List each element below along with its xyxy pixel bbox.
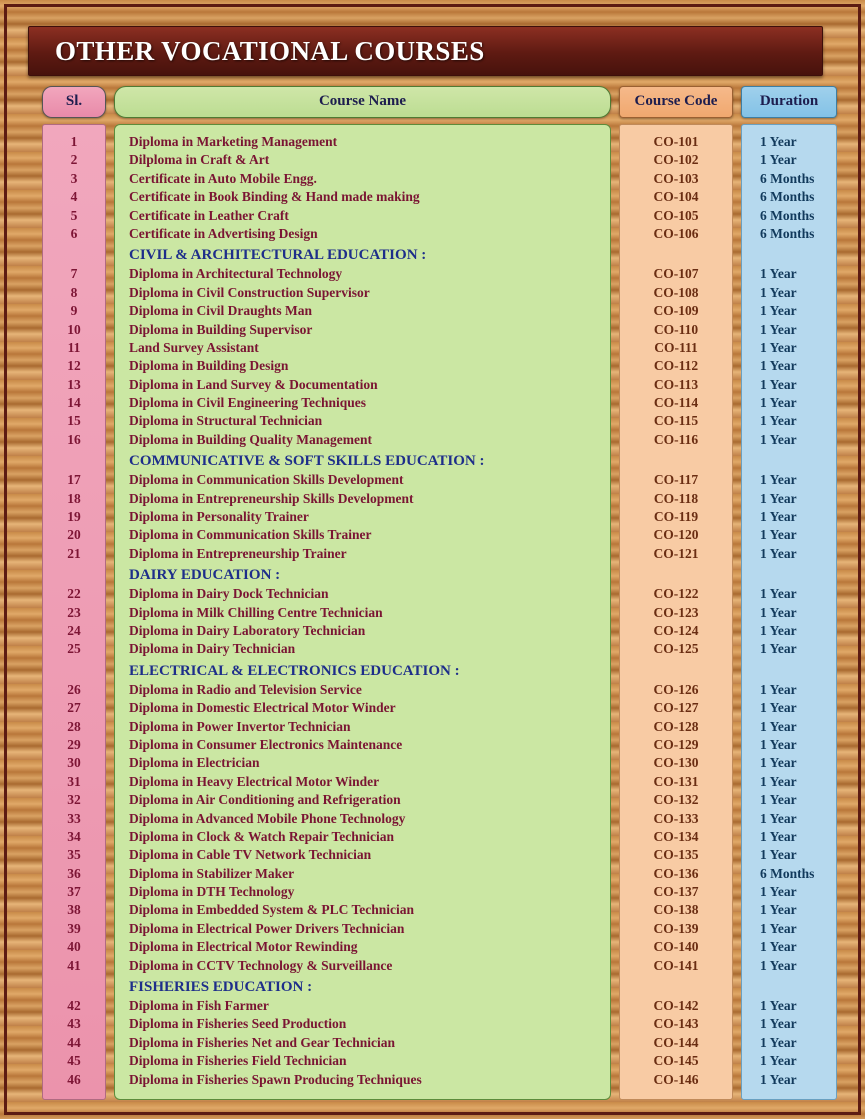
section-heading: FISHERIES EDUCATION : <box>129 979 313 996</box>
column-header-course-code: Course Code <box>619 86 733 118</box>
cell-course-code: CO-115 <box>653 413 699 429</box>
cell-sl: 38 <box>67 902 81 918</box>
column-course-code <box>619 124 733 1100</box>
cell-sl: 13 <box>67 376 81 392</box>
cell-duration: 1 Year <box>760 303 797 319</box>
cell-course-name: Diploma in Electrical Motor Rewinding <box>129 939 358 955</box>
cell-sl: 9 <box>70 303 78 319</box>
cell-duration: 6 Months <box>760 189 815 205</box>
cell-duration: 1 Year <box>760 700 797 716</box>
cell-course-code: CO-132 <box>653 792 699 808</box>
column-course-code-cells <box>620 125 732 1099</box>
cell-sl: 40 <box>67 939 81 955</box>
cell-sl: 17 <box>67 472 81 488</box>
cell-duration: 1 Year <box>760 395 797 411</box>
column-header-sl: Sl. <box>42 86 106 118</box>
cell-course-name: Diploma in Advanced Mobile Phone Technology <box>129 810 406 826</box>
cell-course-code: CO-143 <box>653 1016 699 1032</box>
cell-duration: 1 Year <box>760 755 797 771</box>
cell-duration: 1 Year <box>760 1016 797 1032</box>
cell-course-name: Diploma in Marketing Management <box>129 134 338 149</box>
cell-course-code: CO-146 <box>653 1071 699 1087</box>
cell-course-code: CO-145 <box>653 1053 699 1069</box>
cell-course-name: Diploma in Dairy Dock Technician <box>129 586 329 602</box>
cell-sl: 33 <box>67 810 81 826</box>
cell-sl: 43 <box>67 1016 81 1032</box>
cell-course-name: Diploma in DTH Technology <box>129 884 295 900</box>
column-header-course-name: Course Name <box>114 86 611 118</box>
cell-sl: 37 <box>67 884 81 900</box>
cell-duration: 1 Year <box>760 527 797 543</box>
cell-course-name: Dilploma in Craft & Art <box>129 152 270 168</box>
cell-duration: 1 Year <box>760 266 797 282</box>
cell-sl: 18 <box>67 490 81 506</box>
cell-sl: 22 <box>67 586 81 602</box>
cell-duration: 1 Year <box>760 847 797 863</box>
cell-course-name: Diploma in Fisheries Field Technician <box>129 1053 347 1069</box>
cell-course-code: CO-141 <box>653 957 699 973</box>
cell-course-code: CO-103 <box>653 170 699 186</box>
cell-duration <box>742 975 836 997</box>
section-heading: CIVIL & ARCHITECTURAL EDUCATION : <box>129 247 427 264</box>
cell-duration: 1 Year <box>760 792 797 808</box>
cell-course-name: Diploma in Fisheries Seed Production <box>129 1016 347 1032</box>
cell-course-code: CO-116 <box>653 431 699 447</box>
cell-duration: 1 Year <box>760 339 797 355</box>
cell-duration: 1 Year <box>760 828 797 844</box>
cell-duration: 1 Year <box>760 681 797 697</box>
cell-sl: 27 <box>67 700 81 716</box>
cell-course-code <box>620 449 732 471</box>
cell-course-code: CO-124 <box>653 622 699 638</box>
cell-sl: 2 <box>70 152 78 168</box>
cell-course-code: CO-114 <box>653 395 699 411</box>
cell-course-code: CO-112 <box>653 358 699 374</box>
cell-sl: 34 <box>67 828 81 844</box>
cell-course-code: CO-134 <box>653 828 699 844</box>
cell-duration: 6 Months <box>760 225 815 241</box>
cell-duration: 1 Year <box>760 884 797 900</box>
section-heading: DAIRY EDUCATION : <box>129 567 281 584</box>
cell-sl: 3 <box>70 170 78 186</box>
cell-course-name: Diploma in Civil Engineering Techniques <box>129 395 367 411</box>
cell-duration: 1 Year <box>760 1071 797 1087</box>
cell-sl: 36 <box>67 865 81 881</box>
cell-sl <box>43 449 105 471</box>
cell-sl <box>43 563 105 585</box>
cell-course-name: Diploma in Entrepreneurship Skills Development <box>129 490 414 506</box>
cell-course-name: Diploma in Civil Construction Supervisor <box>129 284 370 300</box>
cell-course-name: Diploma in Clock & Watch Repair Technician <box>129 828 395 844</box>
table-body <box>42 124 837 1100</box>
column-sl-cells <box>43 125 105 1099</box>
cell-course-name: Land Survey Assistant <box>129 339 259 355</box>
cell-sl: 44 <box>67 1034 81 1050</box>
cell-duration: 1 Year <box>760 810 797 826</box>
cell-sl: 7 <box>70 266 78 282</box>
cell-sl: 45 <box>67 1053 81 1069</box>
cell-course-name: Diploma in Fisheries Net and Gear Technician <box>129 1034 396 1050</box>
cell-course-code: CO-101 <box>653 134 699 149</box>
cell-duration: 1 Year <box>760 490 797 506</box>
cell-duration: 1 Year <box>760 957 797 973</box>
cell-course-code: CO-126 <box>653 681 699 697</box>
cell-course-name: Diploma in Milk Chilling Centre Technician <box>129 604 383 620</box>
cell-duration: 1 Year <box>760 358 797 374</box>
cell-course-name: Diploma in Dairy Technician <box>129 641 296 657</box>
cell-course-name: Diploma in Cable TV Network Technician <box>129 847 372 863</box>
cell-sl: 39 <box>67 920 81 936</box>
cell-course-name: Diploma in Radio and Television Service <box>129 681 362 697</box>
cell-course-code: CO-125 <box>653 641 699 657</box>
cell-course-name: Diploma in Building Supervisor <box>129 321 313 337</box>
cell-course-code: CO-110 <box>653 321 699 337</box>
cell-duration: 1 Year <box>760 376 797 392</box>
cell-course-code: CO-142 <box>653 998 699 1014</box>
cell-duration: 1 Year <box>760 586 797 602</box>
cell-sl: 19 <box>67 509 81 525</box>
cell-course-code: CO-123 <box>653 604 699 620</box>
cell-sl: 1 <box>70 134 78 149</box>
cell-course-name: Diploma in Power Invertor Technician <box>129 718 351 734</box>
cell-course-name: Diploma in Entrepreneurship Trainer <box>129 545 347 561</box>
cell-sl: 15 <box>67 413 81 429</box>
cell-duration: 1 Year <box>760 472 797 488</box>
cell-course-code: CO-119 <box>653 509 699 525</box>
cell-course-code: CO-109 <box>653 303 699 319</box>
cell-sl: 20 <box>67 527 81 543</box>
cell-duration: 1 Year <box>760 641 797 657</box>
cell-course-code: CO-130 <box>653 755 699 771</box>
cell-course-code <box>620 659 732 681</box>
cell-sl <box>43 243 105 265</box>
cell-sl: 12 <box>67 358 81 374</box>
cell-course-name: Certificate in Book Binding & Hand made making <box>129 189 420 205</box>
cell-sl: 11 <box>67 339 81 355</box>
cell-sl: 30 <box>67 755 81 771</box>
cell-course-name: Diploma in Stabilizer Maker <box>129 865 295 881</box>
cell-sl: 29 <box>67 736 81 752</box>
cell-course-code: CO-121 <box>653 545 699 561</box>
cell-duration: 1 Year <box>760 1034 797 1050</box>
cell-sl: 10 <box>67 321 81 337</box>
cell-sl: 31 <box>67 773 81 789</box>
cell-course-name: Diploma in Dairy Laboratory Technician <box>129 622 366 638</box>
cell-sl: 14 <box>67 395 81 411</box>
cell-course-name: Certificate in Leather Craft <box>129 207 289 223</box>
cell-course-name: Diploma in Heavy Electrical Motor Winder <box>129 773 380 789</box>
cell-course-name: Diploma in Civil Draughts Man <box>129 303 313 319</box>
cell-course-code: CO-105 <box>653 207 699 223</box>
cell-course-code: CO-106 <box>653 225 699 241</box>
cell-course-code: CO-139 <box>653 920 699 936</box>
cell-duration: 1 Year <box>760 718 797 734</box>
cell-course-code <box>620 563 732 585</box>
column-duration <box>741 124 837 1100</box>
cell-course-code: CO-117 <box>653 472 699 488</box>
page-inner <box>10 10 855 1109</box>
cell-duration: 1 Year <box>760 998 797 1014</box>
cell-course-code: CO-107 <box>653 266 699 282</box>
cell-sl: 32 <box>67 792 81 808</box>
table-header-row <box>42 86 837 118</box>
cell-course-code: CO-129 <box>653 736 699 752</box>
cell-duration: 1 Year <box>760 902 797 918</box>
column-course-name <box>114 124 611 1100</box>
column-duration-cells <box>742 125 836 1099</box>
cell-course-name: Diploma in Air Conditioning and Refrigeration <box>129 792 401 808</box>
cell-course-code: CO-120 <box>653 527 699 543</box>
cell-duration: 1 Year <box>760 622 797 638</box>
cell-course-name: Diploma in Land Survey & Documentation <box>129 376 378 392</box>
cell-course-code <box>620 975 732 997</box>
cell-sl: 24 <box>67 622 81 638</box>
cell-duration: 1 Year <box>760 152 797 168</box>
cell-course-code: CO-138 <box>653 902 699 918</box>
cell-duration: 6 Months <box>760 865 815 881</box>
column-header-duration: Duration <box>741 86 837 118</box>
cell-course-name: Diploma in Communication Skills Trainer <box>129 527 372 543</box>
cell-duration <box>742 659 836 681</box>
cell-sl <box>43 975 105 997</box>
cell-course-name: Diploma in Fisheries Spawn Producing Techniques <box>129 1071 422 1087</box>
cell-sl: 23 <box>67 604 81 620</box>
cell-course-code: CO-135 <box>653 847 699 863</box>
column-sl <box>42 124 106 1100</box>
cell-course-code: CO-128 <box>653 718 699 734</box>
cell-course-name: Diploma in Domestic Electrical Motor Winder <box>129 700 396 716</box>
cell-course-name: Certificate in Auto Mobile Engg. <box>129 170 317 186</box>
title-banner <box>28 26 823 76</box>
cell-sl <box>43 659 105 681</box>
cell-duration: 1 Year <box>760 321 797 337</box>
cell-duration <box>742 563 836 585</box>
cell-duration: 6 Months <box>760 170 815 186</box>
cell-duration: 1 Year <box>760 413 797 429</box>
cell-duration: 1 Year <box>760 939 797 955</box>
cell-sl: 6 <box>70 225 78 241</box>
cell-course-code: CO-113 <box>653 376 699 392</box>
cell-course-name: Diploma in Communication Skills Development <box>129 472 404 488</box>
cell-sl: 28 <box>67 718 81 734</box>
cell-duration: 1 Year <box>760 604 797 620</box>
cell-sl: 35 <box>67 847 81 863</box>
cell-course-code: CO-137 <box>653 884 699 900</box>
cell-duration: 1 Year <box>760 920 797 936</box>
cell-duration: 1 Year <box>760 431 797 447</box>
cell-duration: 1 Year <box>760 1053 797 1069</box>
cell-course-name: Diploma in Building Quality Management <box>129 431 373 447</box>
cell-duration <box>742 449 836 471</box>
cell-sl: 42 <box>67 998 81 1014</box>
cell-sl: 4 <box>70 189 78 205</box>
cell-course-code: CO-118 <box>653 490 699 506</box>
cell-course-code: CO-136 <box>653 865 699 881</box>
cell-course-name: Certificate in Advertising Design <box>129 225 318 241</box>
cell-duration: 1 Year <box>760 773 797 789</box>
cell-course-code: CO-102 <box>653 152 699 168</box>
cell-course-code: CO-140 <box>653 939 699 955</box>
cell-course-name: Diploma in Electrical Power Drivers Technician <box>129 920 405 936</box>
cell-course-name: Diploma in Fish Farmer <box>129 998 269 1014</box>
cell-duration: 1 Year <box>760 545 797 561</box>
cell-course-code <box>620 243 732 265</box>
cell-course-code: CO-108 <box>653 284 699 300</box>
cell-sl: 16 <box>67 431 81 447</box>
cell-sl: 25 <box>67 641 81 657</box>
cell-duration: 1 Year <box>760 736 797 752</box>
cell-sl: 41 <box>67 957 81 973</box>
cell-course-code: CO-133 <box>653 810 699 826</box>
cell-course-name: Diploma in Personality Trainer <box>129 509 309 525</box>
page-title: OTHER VOCATIONAL COURSES <box>55 35 485 66</box>
cell-course-name: Diploma in Structural Technician <box>129 413 323 429</box>
cell-course-name: Diploma in Embedded System & PLC Technician <box>129 902 415 918</box>
cell-course-code: CO-131 <box>653 773 699 789</box>
cell-duration: 1 Year <box>760 284 797 300</box>
cell-sl: 8 <box>70 284 78 300</box>
cell-course-code: CO-122 <box>653 586 699 602</box>
cell-course-code: CO-144 <box>653 1034 699 1050</box>
cell-course-name: Diploma in Architectural Technology <box>129 266 343 282</box>
cell-sl: 46 <box>67 1071 81 1087</box>
cell-sl: 21 <box>67 545 81 561</box>
cell-course-name: Diploma in Building Design <box>129 358 289 374</box>
section-heading: COMMUNICATIVE & SOFT SKILLS EDUCATION : <box>129 453 485 470</box>
section-heading: ELECTRICAL & ELECTRONICS EDUCATION : <box>129 662 460 679</box>
cell-course-name: Diploma in Consumer Electronics Maintenance <box>129 736 403 752</box>
cell-duration: 1 Year <box>760 509 797 525</box>
cell-course-code: CO-127 <box>653 700 699 716</box>
cell-course-name: Diploma in CCTV Technology & Surveillance <box>129 957 393 973</box>
cell-course-code: CO-104 <box>653 189 699 205</box>
cell-duration <box>742 243 836 265</box>
cell-duration: 1 Year <box>760 134 797 149</box>
cell-course-code: CO-111 <box>654 339 698 355</box>
cell-course-name: Diploma in Electrician <box>129 755 260 771</box>
cell-sl: 5 <box>70 207 78 223</box>
cell-sl: 26 <box>67 681 81 697</box>
column-course-name-cells <box>115 125 610 1099</box>
cell-duration: 6 Months <box>760 207 815 223</box>
